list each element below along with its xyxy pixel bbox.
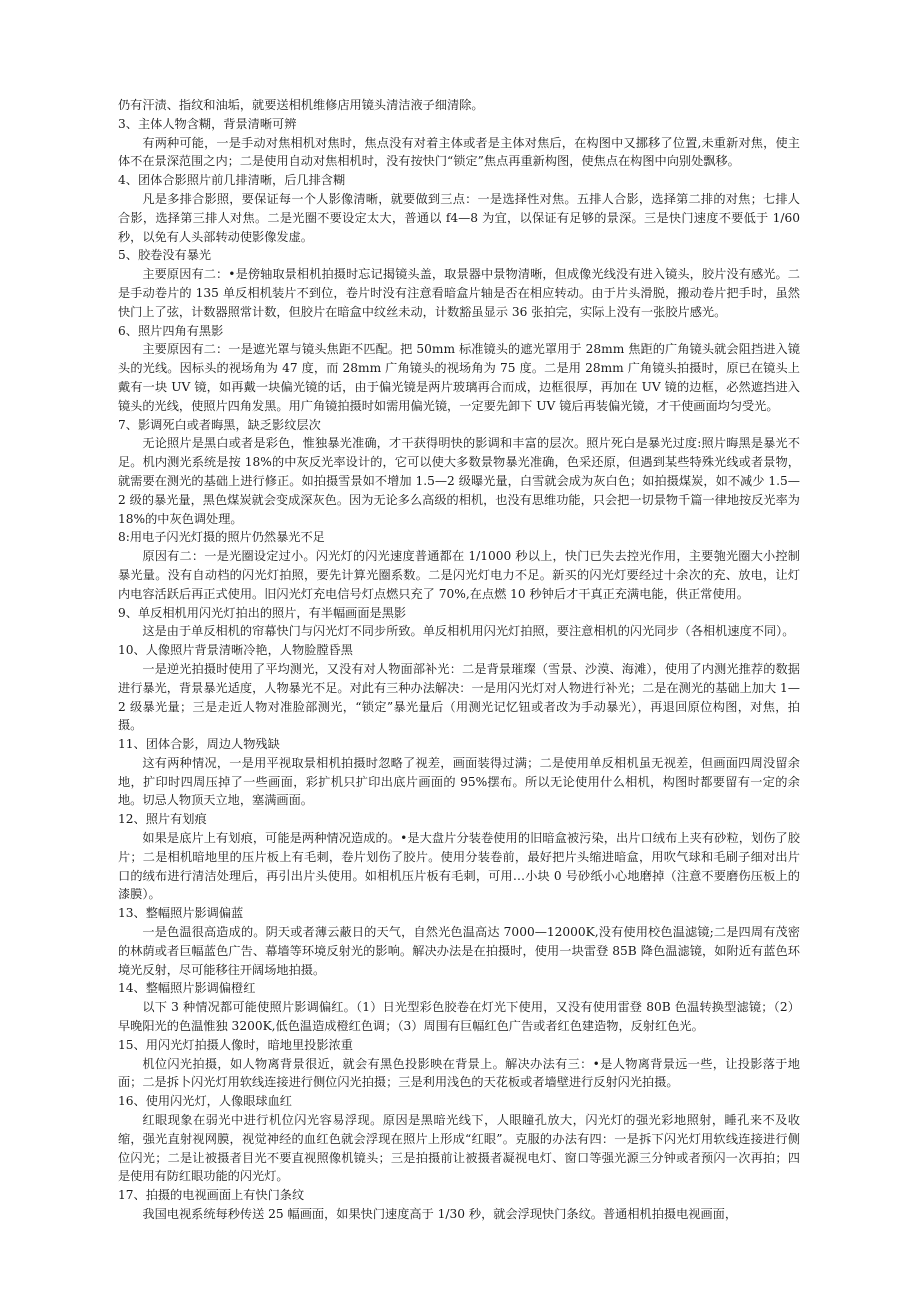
section-heading: 9、单反相机用闪光灯拍出的照片，有半幅画面是黑影 (118, 605, 407, 620)
section-heading: 12、照片有划痕 (118, 812, 207, 827)
section-heading: 11、团体合影，周边人物残缺 (118, 737, 280, 752)
section-heading: 10、人像照片背景清晰冷艳，人物脸膛昏黑 (118, 643, 353, 658)
section-body: 主要原因有二：一是遮光罩与镜头焦距不匹配。把 50mm 标准镜头的遮光罩用于 28mm 焦距的广角镜头就会阻挡进入镜头的光线。因标头的视场角为 47 度，而 28mm 广角镜头的视场角为 75 度。二是用 28mm 广角镜头拍摄时，原已在镜头上戴有一块 UV 镜，如再戴一块偏光镜的话，由于偏光镜是两片玻璃再合而成，边框很厚，再加在 UV 镜的边框，必然遮挡进入镜头的光线，使照片四角发黑。用广角镜拍摄时如需用偏光镜，一定要先卸下 UV 镜后再装偏光镜，才干使画面均匀受光。 (118, 342, 800, 413)
section-heading: 16、使用闪光灯，人像眼球血红 (118, 1094, 292, 1109)
section-heading: 15、用闪光灯拍摄人像时，暗地里投影浓重 (118, 1037, 353, 1052)
section-body: 这是由于单反相机的帘幕快门与闪光灯不同步所致。单反相机用闪光灯拍照，要注意相机的闪光同步（各相机速度不同）。 (142, 624, 795, 639)
section-body: 有两种可能，一是手动对焦相机对焦时，焦点没有对着主体或者是主体对焦后，在构图中又挪移了位置,未重新对焦，使主体不在景深范围之内；二是使用自动对焦相机时，没有按快门“锁定”焦点再重新构图，使焦点在构图中向别处飘移。 (118, 135, 800, 169)
document-page (118, 96, 800, 1224)
section-heading: 13、整幅照片影调偏蓝 (118, 906, 244, 921)
section-body: 这有两种情况，一是用平视取景相机拍摄时忽略了视差，画面装得过满；二是使用单反相机虽无视差，但画面四周没留余地，扩印时四周压掉了一些画面，彩扩机只扩印出底片画面的 95%摆布。所以无论使用什么相机，构图时都要留有一定的余地。切忌人物顶天立地，塞满画面。 (118, 755, 800, 808)
section-body: 一是逆光拍摄时使用了平均测光，又没有对人物面部补光：二是背景璀璨（雪景、沙漠、海滩），使用了内测光推荐的数据进行暴光，背景暴光适度，人物暴光不足。对此有三种办法解决：一是用闪光灯对人物进行补光；二是在测光的基础上加大 1—2 级暴光量；三是走近人物对准脸部测光，“锁定”暴光量后（用测光记忆钮或者改为手动暴光），再退回原位构图，对焦，拍摄。 (118, 661, 800, 733)
continuation-paragraph: 仍有汗渍、指纹和油垢，就要送相机维修店用镜头清洁液子细清除。 (118, 98, 484, 112)
section-heading: 3、主体人物含糊，背景清晰可辨 (118, 116, 297, 131)
section-body: 我国电视系统每秒传送 25 幅画面，如果快门速度高于 1/30 秒，就会浮现快门条纹。普通相机拍摄电视画面， (142, 1207, 738, 1222)
section-heading: 8:用电子闪光灯摄的照片仍然暴光不足 (118, 530, 325, 545)
section-body: 一是色温很高造成的。阴天或者薄云蔽日的天气，自然光色温高达 7000—12000K,没有使用校色温滤镜;二是四周有茂密的林荫或者巨幅蓝色广告、幕墙等环境反射光的影响。解决办法是在拍摄时，使用一块雷登 85B 降色温滤镜，如附近有蓝色环境光反射，尽可能移往开阔场地拍摄。 (118, 925, 800, 977)
section-body: 凡是多排合影照，要保证每一个人影像清晰，就要做到三点：一是选择性对焦。五排人合影，选择第二排的对焦；七排人合影，选择第三排人对焦。二是光圈不要设定太大，普通以 f4—8 为宜，以保证有足够的景深。三是快门速度不要低于 1/60 秒，以免有人头部转动使影像发虚。 (118, 191, 800, 244)
section-body: 如果是底片上有划痕，可能是两种情况造成的。•是大盘片分装卷使用的旧暗盒被污染，出片口绒布上夹有砂粒，划伤了胶片；二是相机暗地里的压片板上有毛刺，卷片划伤了胶片。使用分装卷前，最好把片头缩进暗盒，用吹气球和毛刷子细对出片口的绒布进行清洁处理后，再引出片头使用。如相机压片板有毛刺，可用…小块 0 号砂纸小心地磨掉（注意不要磨伤压板上的漆膜）。 (118, 831, 800, 902)
section-heading: 4、团体合影照片前几排清晰，后几排含糊 (118, 173, 346, 188)
section-body: 以下 3 种情况都可能使照片影调偏红。（1）日光型彩色胶卷在灯光下使用，又没有使用雷登 80B 色温转换型滤镜；（2）早晚阳光的色温惟独 3200K,低色温造成橙红色调；（3）周围有巨幅红色广告或者红色建造物，反射红色光。 (118, 1000, 800, 1034)
section-body: 机位闪光拍摄，如人物离背景很近，就会有黑色投影映在背景上。解决办法有三：•是人物离背景远一些，让投影落于地面；二是拆卜闪光灯用软线连接进行侧位闪光拍摄；三是利用浅色的天花板或者墙壁进行反射闪光拍摄。 (118, 1056, 800, 1090)
section-heading: 14、整幅照片影调偏橙红 (118, 981, 256, 996)
section-body: 主要原因有二：•是傍轴取景相机拍摄时忘记揭镜头盖，取景器中景物清晰，但成像光线没有进入镜头，胶片没有感光。二是手动卷片的 135 单反相机装片不到位，卷片时没有注意看暗盒片轴是否在相应转动。由于片头滑脱，搬动卷片把手时，虽然快门上了弦，计数器照常计数，但胶片在暗盒中纹丝未动，计数豁虽显示 36 张拍完，实际上没有一张胶片感光。 (118, 267, 800, 319)
section-body: 红眼现象在弱光中进行机位闪光容易浮现。原因是黑暗光线下，人眼瞳孔放大，闪光灯的强光彩地照射，睡孔来不及收缩，强光直射视网膜，视觉神经的血红色就会浮现在照片上形成“红眼”。克服的办法有四：一是拆下闪光灯用软线连接进行侧位闪光；二是让被摄者目光不要直视照像机镜头；三是拍摄前让被摄者凝视电灯、窗口等强光源三分钟或者预闪一次再拍；四是使用有防红眼功能的闪光灯。 (118, 1113, 800, 1184)
section-heading: 5、胶卷没有暴光 (118, 248, 212, 263)
section-heading: 17、拍摄的电视画面上有快门条纹 (118, 1188, 305, 1203)
section-heading: 6、照片四角有黑影 (118, 323, 224, 338)
section-heading: 7、影调死白或者晦黑，缺乏影纹层次 (118, 417, 321, 432)
section-body: 原因有二：一是光圈设定过小。闪光灯的闪光速度普通都在 1/1000 秒以上，快门已失去控光作用，主要匏光圈大小控制暴光量。没有自动档的闪光灯拍照，要先计算光圈系数。二是闪光灯电力不足。新买的闪光灯要经过十余次的充、放电，让灯内电容活跃后再正式使用。旧闪光灯充电信号灯点燃只充了 70%,在点燃 10 秒钟后才干真正充满电能，供正常使用。 (118, 549, 800, 601)
section-body: 无论照片是黑白或者是彩色，惟独暴光准确，才干获得明快的影调和丰富的层次。照片死白是暴光过度:照片晦黑是暴光不足。机内测光系统是按 18%的中灰反光率设计的，它可以使大多数景物暴光准确，色采还原，但遇到某些特殊光线或者景物，就需要在测光的基础上进行修正。如拍摄雪景如不增加 1.5—2 级曝光量，白雪就会成为灰白色；如拍摄煤炭，如不减少 1.5—2 级的暴光量，黑色煤炭就会变成深灰色。因为无论多么高级的相机，也没有思维功能，只会把一切景物千篇一律地按反光率为 18%的中灰色调处理。 (118, 436, 800, 526)
